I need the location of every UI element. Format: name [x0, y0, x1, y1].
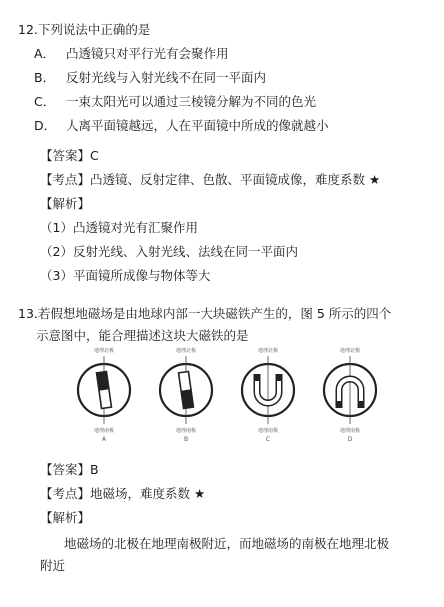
q13-jiexi-line1: 地磁场的北极在地理南极附近，而地磁场的南极在地理北极	[64, 536, 390, 551]
figure-a	[68, 348, 140, 444]
option-text: 反射光线与入射光线不在同一平面内	[66, 70, 267, 85]
figure-label: A	[101, 436, 107, 443]
q13-stem-line1: 13.若假想地磁场是由地球内部一大块磁铁产生的，图 5 所示的四个	[18, 306, 392, 321]
figure-b	[150, 348, 222, 444]
q12-option-a	[34, 46, 229, 62]
q12-stem: 12.下列说法中正确的是	[18, 22, 151, 37]
option-letter: C．	[34, 94, 56, 109]
figure-label: C	[265, 436, 271, 443]
q13-figure-row	[68, 348, 388, 448]
q12-jiexi-label: 【解析】	[40, 196, 91, 211]
q12-option-c	[34, 94, 316, 110]
option-text: 一束太阳光可以通过三棱镜分解为不同的色光	[66, 94, 317, 109]
figure-top-text: 地理北极	[93, 348, 114, 354]
option-text: 人离平面镜越远，人在平面镜中所成的像就越小	[66, 118, 329, 133]
q13-kaodian: 【考点】地磁场，难度系数 ★	[40, 486, 206, 501]
q13-stem-line2: 示意图中，能合理描述这块大磁铁的是	[36, 328, 249, 343]
option-letter: D．	[34, 118, 57, 133]
q12-option-b	[34, 70, 266, 86]
q12-option-d	[34, 118, 329, 134]
q12-jiexi-3: （3）平面镜所成像与物体等大	[40, 268, 211, 283]
q12-jiexi-2: （2）反射光线、入射光线、法线在同一平面内	[40, 244, 298, 259]
figure-bottom-text: 地理南极	[93, 428, 114, 434]
figure-label: D	[347, 436, 353, 443]
figure-bottom-text: 地理南极	[175, 428, 196, 434]
option-text: 凸透镜只对平行光有会聚作用	[66, 46, 229, 61]
q13-answer: 【答案】B	[40, 462, 99, 477]
figure-top-text: 地理北极	[339, 348, 360, 354]
q13-jiexi-line2: 附近	[40, 558, 66, 573]
figure-bottom-text: 地理南极	[339, 428, 360, 434]
figure-c	[232, 348, 304, 444]
option-letter: A．	[34, 46, 56, 61]
figure-bottom-text: 地理南极	[257, 428, 278, 434]
figure-top-text: 地理北极	[257, 348, 278, 354]
figure-top-text: 地理北极	[175, 348, 196, 354]
q12-jiexi-1: （1）凸透镜对光有汇聚作用	[40, 220, 198, 235]
figure-label: B	[183, 436, 189, 443]
figure-d	[314, 348, 386, 444]
q13-jiexi-label: 【解析】	[40, 510, 91, 525]
q12-answer: 【答案】C	[40, 148, 99, 163]
q12-kaodian: 【考点】凸透镜、反射定律、色散、平面镜成像，难度系数 ★	[40, 172, 381, 187]
option-letter: B．	[34, 70, 56, 85]
